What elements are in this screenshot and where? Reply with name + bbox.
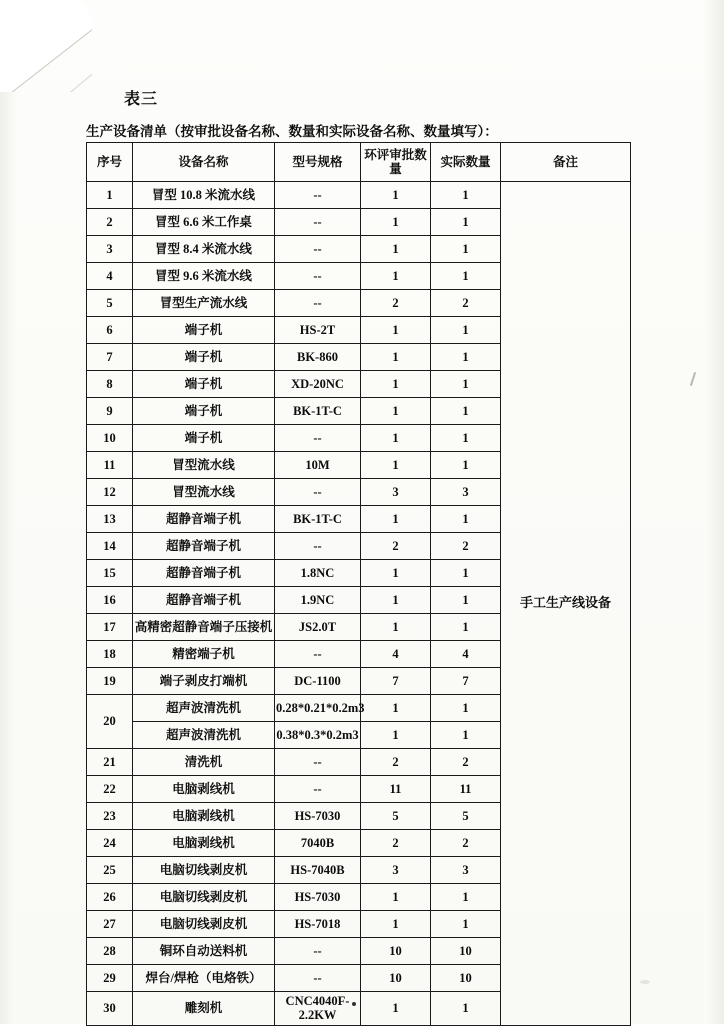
- cell-seq: 25: [87, 857, 133, 884]
- cell-actual-qty: 1: [431, 209, 501, 236]
- cell-model: 7040B: [275, 830, 361, 857]
- cell-actual-qty: 1: [431, 371, 501, 398]
- cell-model: CNC4040F-2.2KW: [275, 992, 361, 1026]
- cell-seq: 1: [87, 182, 133, 209]
- cell-remark: 手工生产线设备: [501, 182, 631, 1026]
- cell-approved-qty: 1: [361, 398, 431, 425]
- cell-approved-qty: 2: [361, 533, 431, 560]
- cell-model: 1.9NC: [275, 587, 361, 614]
- cell-approved-qty: 3: [361, 857, 431, 884]
- cell-seq: 26: [87, 884, 133, 911]
- cell-model: 1.8NC: [275, 560, 361, 587]
- cell-actual-qty: 1: [431, 236, 501, 263]
- cell-approved-qty: 1: [361, 209, 431, 236]
- cell-actual-qty: 2: [431, 533, 501, 560]
- column-header-actual: 实际数量: [431, 143, 501, 182]
- cell-actual-qty: 1: [431, 317, 501, 344]
- cell-approved-qty: 1: [361, 506, 431, 533]
- cell-approved-qty: 1: [361, 371, 431, 398]
- cell-approved-qty: 3: [361, 479, 431, 506]
- cell-equipment-name: 清洗机: [133, 749, 275, 776]
- cell-model: --: [275, 263, 361, 290]
- cell-approved-qty: 7: [361, 668, 431, 695]
- cell-equipment-name: 电脑切线剥皮机: [133, 911, 275, 938]
- cell-equipment-name: 超静音端子机: [133, 560, 275, 587]
- table-row: [87, 182, 631, 209]
- cell-model: DC-1100: [275, 668, 361, 695]
- cell-approved-qty: 1: [361, 587, 431, 614]
- cell-equipment-name: 冒型流水线: [133, 479, 275, 506]
- cell-model: --: [275, 641, 361, 668]
- cell-equipment-name: 超静音端子机: [133, 533, 275, 560]
- cell-seq: 29: [87, 965, 133, 992]
- cell-model: JS2.0T: [275, 614, 361, 641]
- cell-equipment-name: 超声波清洗机: [133, 695, 275, 722]
- cell-actual-qty: 1: [431, 182, 501, 209]
- cell-model: --: [275, 236, 361, 263]
- cell-seq: 13: [87, 506, 133, 533]
- cell-equipment-name: 焊台/焊枪（电烙铁）: [133, 965, 275, 992]
- cell-approved-qty: 1: [361, 722, 431, 749]
- cell-model: HS-7018: [275, 911, 361, 938]
- cell-model: 0.28*0.21*0.2m3: [275, 695, 361, 722]
- cell-approved-qty: 1: [361, 695, 431, 722]
- cell-approved-qty: 11: [361, 776, 431, 803]
- table-body: [87, 182, 631, 1026]
- cell-model: --: [275, 776, 361, 803]
- cell-actual-qty: 3: [431, 479, 501, 506]
- cell-actual-qty: 1: [431, 506, 501, 533]
- cell-actual-qty: 2: [431, 830, 501, 857]
- cell-seq: 6: [87, 317, 133, 344]
- column-header-approved: 环评审批数量: [361, 143, 431, 182]
- cell-model: HS-7030: [275, 803, 361, 830]
- cell-seq: 19: [87, 668, 133, 695]
- cell-seq: 10: [87, 425, 133, 452]
- cell-seq: 20: [87, 695, 133, 749]
- cell-seq: 30: [87, 992, 133, 1026]
- cell-equipment-name: 端子机: [133, 371, 275, 398]
- cell-equipment-name: 铜环自动送料机: [133, 938, 275, 965]
- cell-seq: 14: [87, 533, 133, 560]
- cell-seq: 8: [87, 371, 133, 398]
- cell-seq: 23: [87, 803, 133, 830]
- cell-equipment-name: 端子机: [133, 425, 275, 452]
- cell-equipment-name: 冒型 8.4 米流水线: [133, 236, 275, 263]
- cell-equipment-name: 电脑剥线机: [133, 830, 275, 857]
- cell-approved-qty: 2: [361, 749, 431, 776]
- cell-actual-qty: 1: [431, 722, 501, 749]
- cell-actual-qty: 4: [431, 641, 501, 668]
- cell-actual-qty: 10: [431, 965, 501, 992]
- cell-seq: 17: [87, 614, 133, 641]
- cell-equipment-name: 冒型生产流水线: [133, 290, 275, 317]
- cell-model: --: [275, 425, 361, 452]
- cell-seq: 18: [87, 641, 133, 668]
- page-title: 表三: [124, 91, 159, 108]
- page-footer-dot: [352, 1002, 356, 1006]
- cell-model: XD-20NC: [275, 371, 361, 398]
- cell-actual-qty: 5: [431, 803, 501, 830]
- cell-actual-qty: 1: [431, 452, 501, 479]
- table-header: [87, 143, 631, 182]
- cell-model: --: [275, 965, 361, 992]
- cell-approved-qty: 1: [361, 911, 431, 938]
- cell-seq: 15: [87, 560, 133, 587]
- cell-actual-qty: 1: [431, 587, 501, 614]
- cell-seq: 2: [87, 209, 133, 236]
- cell-equipment-name: 端子机: [133, 317, 275, 344]
- cell-actual-qty: 1: [431, 398, 501, 425]
- equipment-table: [86, 142, 631, 1026]
- cell-model: 0.38*0.3*0.2m3: [275, 722, 361, 749]
- cell-model: --: [275, 533, 361, 560]
- cell-model: BK-1T-C: [275, 506, 361, 533]
- cell-actual-qty: 2: [431, 290, 501, 317]
- cell-equipment-name: 电脑切线剥皮机: [133, 884, 275, 911]
- cell-equipment-name: 端子剥皮打端机: [133, 668, 275, 695]
- cell-model: 10M: [275, 452, 361, 479]
- cell-seq: 11: [87, 452, 133, 479]
- cell-model: BK-860: [275, 344, 361, 371]
- cell-actual-qty: 1: [431, 884, 501, 911]
- cell-seq: 22: [87, 776, 133, 803]
- cell-actual-qty: 1: [431, 992, 501, 1026]
- cell-approved-qty: 1: [361, 236, 431, 263]
- cell-actual-qty: 1: [431, 560, 501, 587]
- cell-model: --: [275, 938, 361, 965]
- column-header-model: 型号规格: [275, 143, 361, 182]
- column-header-seq: 序号: [87, 143, 133, 182]
- cell-actual-qty: 1: [431, 695, 501, 722]
- cell-seq: 16: [87, 587, 133, 614]
- cell-actual-qty: 1: [431, 425, 501, 452]
- cell-approved-qty: 1: [361, 614, 431, 641]
- cell-equipment-name: 精密端子机: [133, 641, 275, 668]
- column-header-remark: 备注: [501, 143, 631, 182]
- table-caption: 生产设备清单（按审批设备名称、数量和实际设备名称、数量填写）：: [86, 124, 498, 139]
- cell-approved-qty: 1: [361, 317, 431, 344]
- cell-actual-qty: 3: [431, 857, 501, 884]
- cell-approved-qty: 10: [361, 938, 431, 965]
- cell-model: --: [275, 182, 361, 209]
- cell-approved-qty: 4: [361, 641, 431, 668]
- cell-approved-qty: 2: [361, 290, 431, 317]
- cell-approved-qty: 1: [361, 452, 431, 479]
- cell-equipment-name: 电脑剥线机: [133, 803, 275, 830]
- cell-model: BK-1T-C: [275, 398, 361, 425]
- cell-equipment-name: 超静音端子机: [133, 506, 275, 533]
- cell-model: --: [275, 479, 361, 506]
- cell-actual-qty: 7: [431, 668, 501, 695]
- cell-model: HS-7040B: [275, 857, 361, 884]
- column-header-name: 设备名称: [133, 143, 275, 182]
- cell-seq: 3: [87, 236, 133, 263]
- cell-equipment-name: 高精密超静音端子压接机: [133, 614, 275, 641]
- cell-model: --: [275, 749, 361, 776]
- cell-model: --: [275, 209, 361, 236]
- cell-equipment-name: 冒型 6.6 米工作桌: [133, 209, 275, 236]
- cell-actual-qty: 10: [431, 938, 501, 965]
- table-header-row: [87, 143, 631, 182]
- cell-approved-qty: 1: [361, 560, 431, 587]
- cell-equipment-name: 电脑切线剥皮机: [133, 857, 275, 884]
- cell-approved-qty: 1: [361, 425, 431, 452]
- cell-model: HS-7030: [275, 884, 361, 911]
- cell-equipment-name: 超声波清洗机: [133, 722, 275, 749]
- cell-seq: 9: [87, 398, 133, 425]
- cell-approved-qty: 1: [361, 992, 431, 1026]
- cell-seq: 24: [87, 830, 133, 857]
- cell-approved-qty: 2: [361, 830, 431, 857]
- cell-actual-qty: 1: [431, 344, 501, 371]
- cell-equipment-name: 冒型 10.8 米流水线: [133, 182, 275, 209]
- cell-approved-qty: 1: [361, 344, 431, 371]
- cell-seq: 12: [87, 479, 133, 506]
- cell-equipment-name: 雕刻机: [133, 992, 275, 1026]
- cell-model: HS-2T: [275, 317, 361, 344]
- cell-equipment-name: 冒型流水线: [133, 452, 275, 479]
- cell-actual-qty: 1: [431, 263, 501, 290]
- cell-approved-qty: 10: [361, 965, 431, 992]
- cell-equipment-name: 超静音端子机: [133, 587, 275, 614]
- cell-actual-qty: 2: [431, 749, 501, 776]
- cell-approved-qty: 1: [361, 182, 431, 209]
- cell-seq: 5: [87, 290, 133, 317]
- cell-model: --: [275, 290, 361, 317]
- cell-actual-qty: 1: [431, 614, 501, 641]
- cell-seq: 4: [87, 263, 133, 290]
- cell-actual-qty: 11: [431, 776, 501, 803]
- cell-equipment-name: 端子机: [133, 398, 275, 425]
- cell-equipment-name: 电脑剥线机: [133, 776, 275, 803]
- cell-approved-qty: 5: [361, 803, 431, 830]
- cell-seq: 27: [87, 911, 133, 938]
- cell-equipment-name: 端子机: [133, 344, 275, 371]
- cell-equipment-name: 冒型 9.6 米流水线: [133, 263, 275, 290]
- cell-seq: 7: [87, 344, 133, 371]
- cell-approved-qty: 1: [361, 884, 431, 911]
- cell-seq: 21: [87, 749, 133, 776]
- cell-seq: 28: [87, 938, 133, 965]
- cell-actual-qty: 1: [431, 911, 501, 938]
- cell-approved-qty: 1: [361, 263, 431, 290]
